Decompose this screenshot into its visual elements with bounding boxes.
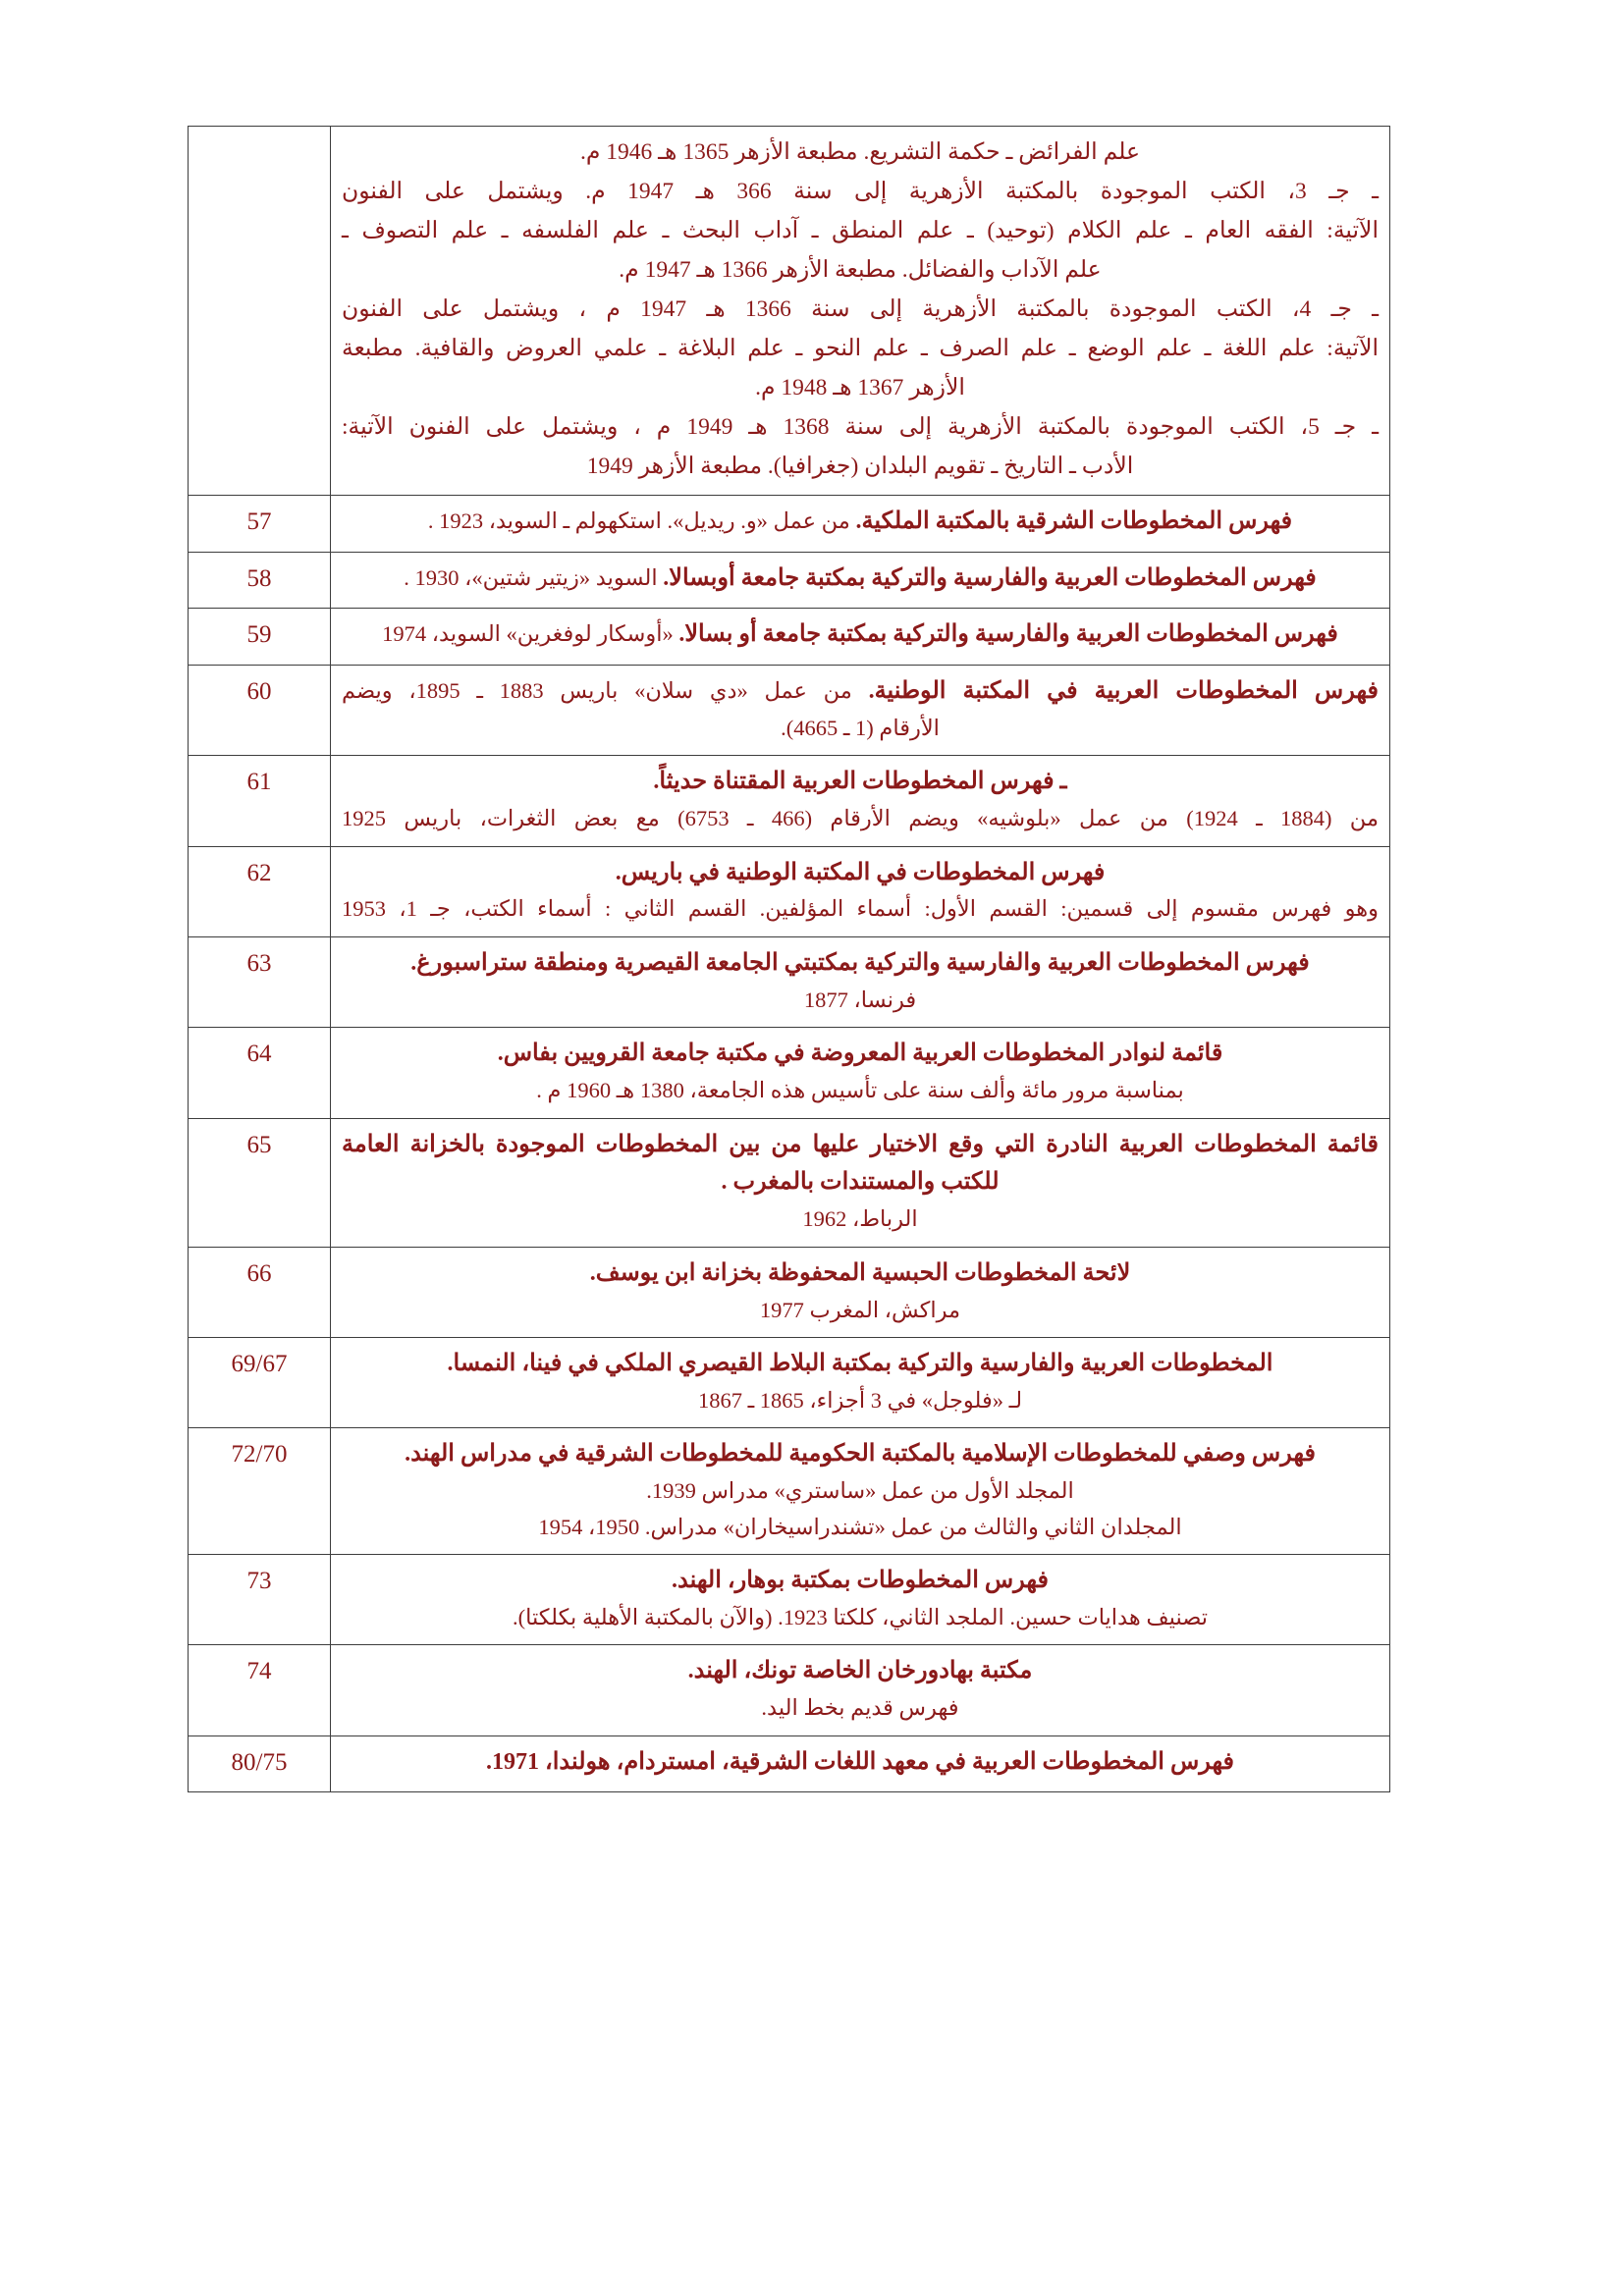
entry-line (342, 1073, 1379, 1108)
entry-number: 64 (246, 1041, 272, 1068)
table-row (189, 756, 1390, 846)
entry-number-cell (189, 1118, 331, 1247)
table-row (189, 1247, 1390, 1337)
entry-line (342, 1255, 1379, 1293)
entry-cell (331, 665, 1390, 755)
table-row (189, 1735, 1390, 1792)
entry-line (342, 763, 1379, 801)
intro-line: الأزهر 1367 هـ 1948 م. (755, 374, 965, 400)
table-row (189, 846, 1390, 936)
intro-number-cell (189, 127, 331, 496)
table-row (189, 936, 1390, 1027)
table-row (189, 1028, 1390, 1118)
entry-line (342, 1163, 1379, 1201)
entry-title: فهرس المخطوطات العربية في المكتبة الوطنية. (868, 677, 1380, 704)
table-row (189, 552, 1390, 609)
entry-number: 69/67 (231, 1351, 288, 1377)
entry-note: السويد «زيتير شتين»، 1930 . (404, 564, 664, 590)
table-row-intro (189, 127, 1390, 496)
entry-line (342, 711, 1379, 746)
entry-title: فهرس المخطوطات في المكتبة الوطنية في باريس. (615, 859, 1106, 885)
entry-number: 59 (246, 621, 272, 649)
entry-line (342, 983, 1379, 1018)
entry-line (342, 1201, 1379, 1237)
entry-note: وهو فهرس مقسوم إلى قسمين: القسم الأول: أسماء المؤلفين. القسم الثاني : أسماء الكتب، جـ 1، 1953 (342, 896, 1379, 922)
entry-cell (331, 1555, 1390, 1645)
entry-number: 62 (246, 859, 272, 886)
entry-title: فهرس وصفي للمخطوطات الإسلامية بالمكتبة الحكومية للمخطوطات الشرقية في مدراس الهند. (405, 1441, 1316, 1468)
entry-note: الأرقام (1 ـ 4665). (781, 715, 940, 740)
entry-line (342, 891, 1379, 927)
entry-note: فهرس قديم بخط اليد. (761, 1695, 959, 1721)
entry-number: 58 (246, 564, 272, 592)
entry-line (342, 1383, 1379, 1418)
entry-number: 63 (246, 949, 272, 977)
intro-line: الآتية: علم اللغة ـ علم الوضع ـ علم الصرف ـ علم النحو ـ علم البلاغة ـ علمي العروض والقافية. مطبعة (342, 335, 1379, 361)
entry-title: المخطوطات العربية والفارسية والتركية بمكتبة البلاط القيصري الملكي في فينا، النمسا. (447, 1351, 1273, 1376)
entry-number-cell (189, 936, 331, 1027)
entry-number-cell (189, 1338, 331, 1428)
table-body (189, 127, 1390, 1792)
entry-cell (331, 1028, 1390, 1118)
entry-note: من عمل «دي سلان» باريس 1883 ـ 1895، ويضم (342, 677, 869, 703)
entry-number-cell (189, 609, 331, 666)
entry-cell (331, 1338, 1390, 1428)
entry-line (342, 1690, 1379, 1726)
entry-title: فهرس المخطوطات بمكتبة بوهار، الهند. (672, 1568, 1049, 1594)
entry-note: بمناسبة مرور مائة وألف سنة على تأسيس هذه الجامعة، 1380 هـ 1960 م . (536, 1078, 1184, 1103)
manuscript-catalog-table (188, 126, 1390, 1792)
intro-entry-cell (331, 127, 1390, 496)
entry-number: 80/75 (231, 1748, 288, 1776)
entry-line (342, 801, 1379, 836)
entry-title: فهرس المخطوطات العربية والفارسية والتركية بمكتبتي الجامعة القيصرية ومنطقة ستراسبورغ. (410, 949, 1310, 976)
intro-line: ـ جـ 3، الكتب الموجودة بالمكتبة الأزهرية إلى سنة 366 هـ 1947 م. ويشتمل على الفنون (342, 178, 1380, 204)
entry-cell (331, 1118, 1390, 1247)
entry-note: الرباط، 1962 (802, 1206, 918, 1232)
entry-cell (331, 609, 1390, 666)
entry-number: 61 (246, 769, 272, 796)
table-row (189, 1645, 1390, 1735)
entry-cell (331, 846, 1390, 936)
entry-cell (331, 552, 1390, 609)
entry-line (342, 1035, 1379, 1073)
entry-line (342, 1743, 1379, 1782)
entry-number-cell (189, 1247, 331, 1337)
entry-title: فهرس المخطوطات العربية في معهد اللغات الشرقية، امستردام، هولندا، 1971. (485, 1748, 1235, 1775)
intro-line: ـ جـ 4، الكتب الموجودة بالمكتبة الأزهرية إلى سنة 1366 هـ 1947 م ، ويشتمل على الفنون (342, 295, 1380, 322)
entry-cell (331, 1428, 1390, 1555)
entry-cell (331, 496, 1390, 553)
entry-cell (331, 1247, 1390, 1337)
entry-line (342, 1345, 1379, 1383)
intro-line: علم الآداب والفضائل. مطبعة الأزهر 1366 هـ 1947 م. (619, 256, 1102, 283)
entry-number: 65 (246, 1131, 272, 1158)
entry-note: مراكش، المغرب 1977 (759, 1297, 961, 1322)
entry-number: 60 (246, 677, 272, 705)
entry-note: لـ «فلوجل» في 3 أجزاء، 1865 ـ 1867 (697, 1387, 1023, 1413)
entry-line (342, 1126, 1379, 1164)
entry-cell (331, 1735, 1390, 1792)
entry-number-cell (189, 665, 331, 755)
entry-number: 73 (246, 1568, 272, 1595)
entry-number-cell (189, 1028, 331, 1118)
entry-number-cell (189, 1555, 331, 1645)
entry-line (342, 1600, 1379, 1635)
entry-title: ـ فهرس المخطوطات العربية المقتناة حديثاً. (653, 769, 1067, 795)
intro-line: علم الفرائض ـ حكمة التشريع. مطبعة الأزهر 1365 هـ 1946 م. (579, 139, 1141, 165)
entry-cell (331, 756, 1390, 846)
intro-text-block (342, 133, 1379, 486)
table-row (189, 1555, 1390, 1645)
entry-line (342, 1562, 1379, 1600)
table-row (189, 1118, 1390, 1247)
entry-line (342, 1293, 1379, 1328)
entry-note: فرنسا، 1877 (803, 987, 917, 1012)
entry-line (342, 560, 1379, 598)
intro-line: الأدب ـ التاريخ ـ تقويم البلدان (جغرافيا). مطبعة الأزهر 1949 (586, 453, 1134, 479)
entry-number: 57 (246, 508, 272, 536)
entry-line (342, 503, 1379, 541)
entry-note: تصنيف هدايات حسين. الملجد الثاني، كلكتا 1923. (والآن بالمكتبة الأهلية بكلكتا). (512, 1604, 1209, 1629)
entry-number: 66 (246, 1259, 272, 1287)
entry-note: من عمل «و. ريديل». استكهولم ـ السويد، 1923 . (427, 508, 856, 534)
entry-cell (331, 936, 1390, 1027)
table-row (189, 665, 1390, 755)
entry-title: لائحة المخطوطات الحبسية المحفوظة بخزانة ابن يوسف. (589, 1259, 1131, 1286)
entry-title: قائمة لنوادر المخطوطات العربية المعروضة في مكتبة جامعة القرويين بفاس. (497, 1041, 1223, 1067)
entry-number-cell (189, 756, 331, 846)
table-row (189, 1428, 1390, 1555)
entry-number-cell (189, 1735, 331, 1792)
entry-number-cell (189, 496, 331, 553)
entry-title: قائمة المخطوطات العربية النادرة التي وقع الاختيار عليها من بين المخطوطات الموجودة بالخزانة العامة (342, 1131, 1379, 1157)
entry-title: فهرس المخطوطات العربية والفارسية والتركية بمكتبة جامعة أو بسالا. (678, 621, 1338, 648)
entry-line (342, 1473, 1379, 1509)
entry-number-cell (189, 1428, 331, 1555)
entry-title: فهرس المخطوطات العربية والفارسية والتركية بمكتبة جامعة أوبسالا. (663, 564, 1317, 591)
entry-number: 72/70 (231, 1441, 288, 1468)
entry-note: المجلد الأول من عمل «ساستري» مدراس 1939. (646, 1478, 1074, 1504)
entry-cell (331, 1645, 1390, 1735)
table-row (189, 1338, 1390, 1428)
table-row (189, 496, 1390, 553)
entry-line (342, 615, 1379, 654)
entry-number: 74 (246, 1658, 272, 1685)
entry-line (342, 944, 1379, 983)
intro-line: ـ جـ 5، الكتب الموجودة بالمكتبة الأزهرية إلى سنة 1368 هـ 1949 م ، ويشتمل على الفنون الآتية: (342, 413, 1380, 440)
entry-line (342, 1510, 1379, 1545)
entry-title: مكتبة بهادورخان الخاصة تونك، الهند. (687, 1658, 1033, 1684)
entry-note: من (1884 ـ 1924) من عمل «بلوشيه» ويضم الأرقام (466 ـ 6753) مع بعض الثغرات، باريس 1925 (342, 806, 1379, 831)
table-row (189, 609, 1390, 666)
entry-line (342, 854, 1379, 892)
entry-note: «أوسكار لوفغرين» السويد، 1974 (382, 621, 679, 647)
entry-note: المجلدان الثاني والثالث من عمل «تشندراسيخاران» مدراس. 1950، 1954 (538, 1514, 1182, 1539)
intro-line: الآتية: الفقه العام ـ علم الكلام (توحيد) ـ علم المنطق ـ آداب البحث ـ علم الفلسفه ـ علم التصوف ـ (342, 217, 1379, 243)
entry-number-cell (189, 846, 331, 936)
entry-line (342, 672, 1379, 711)
entry-title: فهرس المخطوطات الشرقية بالمكتبة الملكية. (855, 508, 1293, 535)
entry-number-cell (189, 552, 331, 609)
entry-title: للكتب والمستندات بالمغرب . (721, 1169, 1000, 1196)
entry-line (342, 1435, 1379, 1473)
entry-line (342, 1652, 1379, 1690)
entry-number-cell (189, 1645, 331, 1735)
